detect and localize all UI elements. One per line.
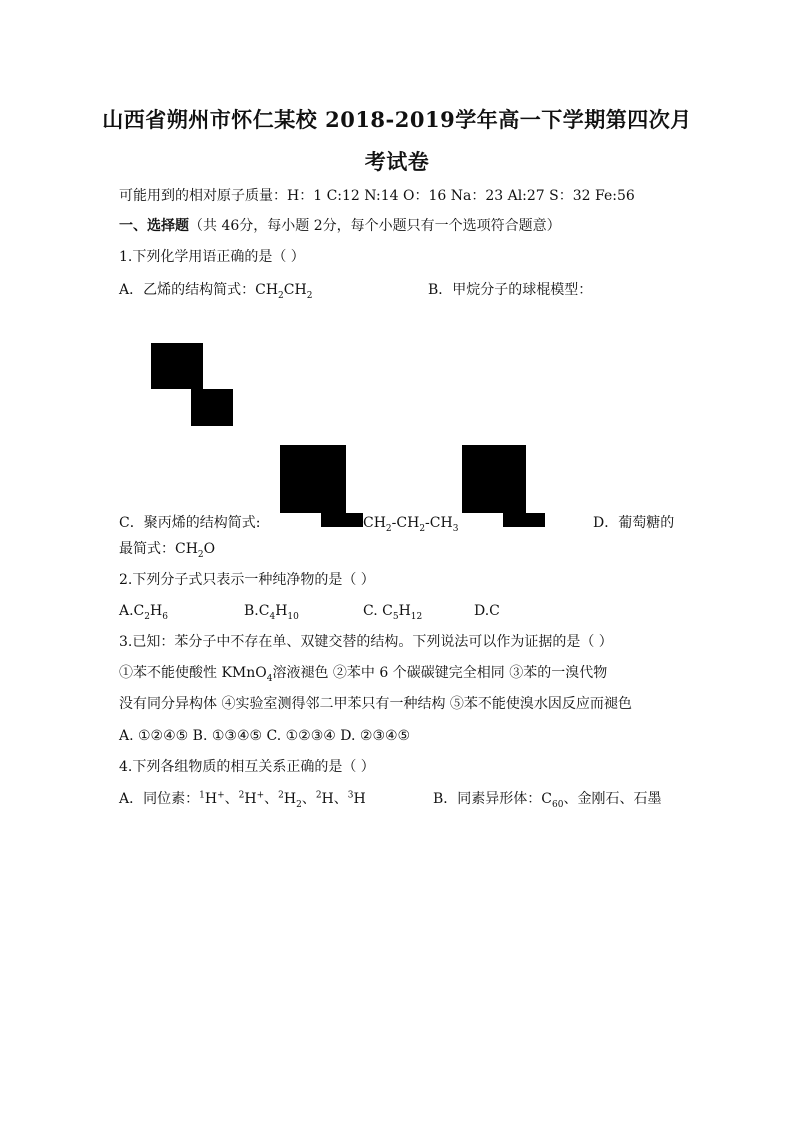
redacted-image-block xyxy=(191,389,233,426)
formula-text: C. C xyxy=(363,603,393,619)
document-title-line1: 山西省朔州市怀仁某校 2018-2019学年高一下学期第四次月 xyxy=(102,107,692,132)
option-a-text: CH xyxy=(283,282,307,298)
statement-text: ①苯不能使酸性 KMnO xyxy=(119,665,267,681)
subscript: 5 xyxy=(392,611,399,622)
question-2-option-c xyxy=(363,601,422,621)
formula-text: H xyxy=(244,791,257,807)
superscript: 2 xyxy=(278,790,284,801)
formula-text: -CH xyxy=(391,515,420,531)
section-heading xyxy=(119,216,561,236)
subscript: 2 xyxy=(385,523,392,534)
subscript: 2 xyxy=(278,290,284,301)
formula-text: H xyxy=(398,603,411,619)
subscript: 2 xyxy=(296,799,302,810)
question-1-option-a xyxy=(119,280,312,300)
question-4-option-a xyxy=(119,789,366,809)
subscript: 2 xyxy=(144,611,151,622)
subscript: 60 xyxy=(552,799,564,810)
superscript: + xyxy=(217,790,225,801)
formula-text: CH xyxy=(363,515,386,531)
subscript: 2 xyxy=(419,523,426,534)
formula-text: H xyxy=(204,791,218,807)
option-b-text: B．同素异形体：C xyxy=(433,791,552,807)
subscript: 6 xyxy=(162,611,168,622)
question-4-stem: 4.下列各组物质的相互关系正确的是（ ） xyxy=(119,759,375,775)
redacted-image-block xyxy=(462,445,526,513)
superscript: 2 xyxy=(238,790,245,801)
subscript: 4 xyxy=(266,673,273,684)
redacted-image-block xyxy=(151,343,203,389)
formula-text: A.C xyxy=(119,603,145,619)
question-3-stem: 3.已知：苯分子中不存在单、双键交替的结构。下列说法可以作为证据的是（ ） xyxy=(119,634,613,650)
formula-text: H xyxy=(353,791,366,807)
section-heading-bold: 一、选择题 xyxy=(119,218,189,234)
question-1-option-c-label: C．聚丙烯的结构简式: xyxy=(119,515,261,531)
question-4-option-b xyxy=(433,789,661,809)
superscript: 3 xyxy=(347,790,354,801)
option-a-text: A．同位素： xyxy=(119,791,200,807)
question-1-stem: 1.下列化学用语正确的是（ ） xyxy=(119,249,305,265)
question-2-option-b xyxy=(244,601,299,621)
redacted-image-block xyxy=(321,513,363,527)
formula-text: -CH xyxy=(425,515,453,531)
formula-text: 、 xyxy=(224,791,239,807)
option-b-text: 、金刚石、石墨 xyxy=(563,791,662,807)
statement-text: 溶液褪色 ②苯中 6 个碳碳键完全相同 ③苯的一溴代物 xyxy=(272,665,608,681)
subscript: 12 xyxy=(410,611,423,622)
option-d-text: O xyxy=(203,541,216,557)
question-2-option-d: D.C xyxy=(474,603,500,619)
option-d-text: 最简式：CH xyxy=(119,541,198,557)
superscript: 1 xyxy=(199,790,205,801)
formula-text: 、 xyxy=(264,791,279,807)
subscript: 4 xyxy=(269,611,276,622)
option-a-text: A．乙烯的结构简式：CH xyxy=(119,282,279,298)
subscript: 2 xyxy=(306,290,313,301)
document-title-line2: 考试卷 xyxy=(364,149,430,174)
redacted-image-block xyxy=(280,445,346,513)
question-1-option-c-formula xyxy=(363,513,458,533)
question-2-option-a xyxy=(119,601,168,621)
formula-text: 、 xyxy=(301,791,316,807)
subscript: 10 xyxy=(287,611,299,622)
question-1-option-b: B．甲烷分子的球棍模型： xyxy=(428,282,593,298)
formula-text: B.C xyxy=(244,603,270,619)
question-3-statements-line2: 没有同分异构体 ④实验室测得邻二甲苯只有一种结构 ⑤苯不能使溴水因反应而褪色 xyxy=(119,696,632,712)
atomic-masses: 可能用到的相对原子质量：H：1 C:12 N:14 O：16 Na：23 Al:27 S：32 Fe:56 xyxy=(119,188,635,204)
formula-text: H、 xyxy=(321,791,348,807)
question-1-option-d-cont xyxy=(119,539,215,559)
subscript: 3 xyxy=(452,523,459,534)
question-3-statements-line1 xyxy=(119,663,607,683)
formula-text: H xyxy=(283,791,297,807)
formula-text: H xyxy=(150,603,163,619)
question-3-options: A. ①②④⑤ B. ①③④⑤ C. ①②③④ D. ②③④⑤ xyxy=(119,728,411,744)
question-1-option-d: D．葡萄糖的 xyxy=(593,515,675,531)
question-2-stem: 2.下列分子式只表示一种纯净物的是（ ） xyxy=(119,572,375,588)
redacted-image-block xyxy=(503,513,545,527)
superscript: 2 xyxy=(315,790,322,801)
superscript: + xyxy=(256,790,265,801)
subscript: 2 xyxy=(197,549,204,560)
section-heading-rest: （共 46分，每小题 2分，每个小题只有一个选项符合题意） xyxy=(189,218,561,234)
formula-text: H xyxy=(275,603,288,619)
